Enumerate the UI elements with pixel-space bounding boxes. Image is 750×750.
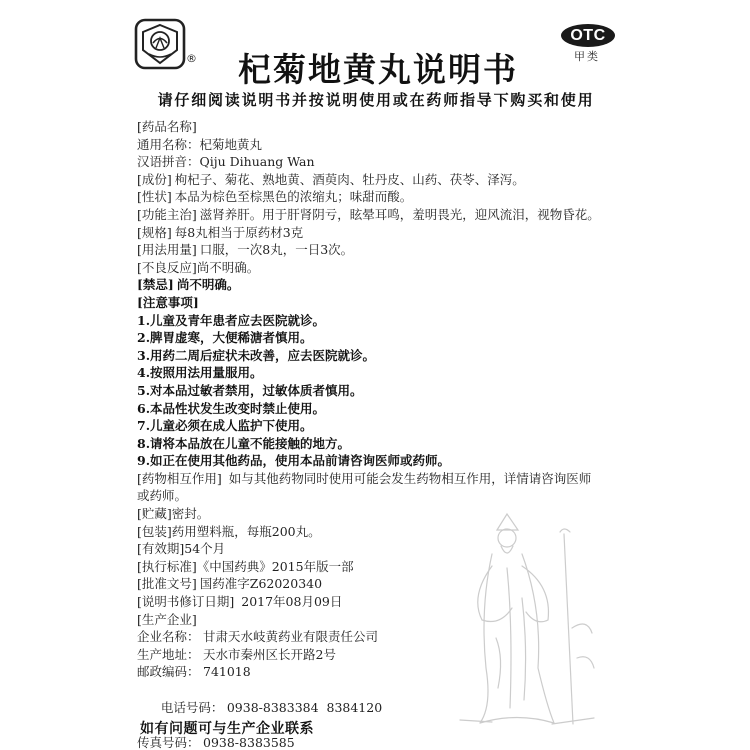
contact-footer-note: 如有问题可与生产企业联系	[140, 721, 314, 737]
ingredients-line	[137, 171, 613, 189]
adverse-reactions-line	[137, 259, 613, 277]
package-line	[137, 523, 613, 541]
section-value: 药用塑料瓶，每瓶200丸。	[171, 523, 321, 539]
precaution-item: 5.对本品过敏者禁用，过敏体质者慎用。	[137, 382, 363, 398]
standard-line	[137, 558, 613, 576]
revision-date-line	[137, 593, 613, 611]
section-value: 口服，一次8丸，一日3次。	[199, 242, 354, 258]
precaution-item: 9.如正在使用其他药品，使用本品前请咨询医师或药师。	[137, 453, 451, 469]
otc-badge: OTC	[561, 24, 615, 47]
field-label: 企业名称：	[137, 629, 200, 645]
precaution-item: 1.儿童及青年患者应去医院就诊。	[137, 312, 326, 328]
precaution-item: 8.请将本品放在儿童不能接触的地方。	[137, 435, 351, 451]
field-value: 甘肃天水岐黄药业有限责任公司	[203, 629, 379, 645]
section-label: [不良反应]	[137, 259, 197, 275]
section-label: [禁忌]	[137, 277, 174, 293]
section-label: [包装]	[137, 523, 172, 539]
precaution-item: 6.本品性状发生改变时禁止使用。	[137, 400, 326, 416]
manufacturer-name-line	[137, 628, 613, 646]
field-label: 通用名称：	[137, 136, 200, 152]
precaution-item: 3.用药二周后症状未改善，应去医院就诊。	[137, 347, 376, 363]
manufacturer-address-line	[137, 646, 613, 664]
section-value: 如与其他药物同时使用可能会发生药物相互作用，详情请咨询医师或药师。	[137, 470, 592, 504]
section-value: 每8丸相当于原药材3克	[174, 224, 304, 240]
field-label: 汉语拼音：	[137, 154, 200, 170]
field-label: 电话号码：	[160, 699, 224, 715]
description-line	[137, 188, 613, 206]
precaution-item: 7.儿童必须在成人监护下使用。	[137, 418, 313, 434]
page-subtitle: 请仔细阅读说明书并按说明使用或在药师指导下购买和使用	[157, 91, 595, 109]
field-value: 741018	[203, 664, 251, 680]
drug-name-heading	[137, 118, 613, 136]
field-value: 杞菊地黄丸	[199, 136, 263, 152]
section-value: 滋肾养肝。用于肝肾阴亏，眩晕耳鸣，羞明畏光，迎风流泪，视物昏花。	[199, 206, 600, 222]
precaution-item: 2.脾胃虚寒，大便稀溏者慎用。	[137, 330, 313, 346]
precaution-item: 4.按照用法用量服用。	[137, 365, 263, 381]
contraindications-line	[137, 276, 613, 294]
section-label: [注意事项]	[137, 294, 199, 310]
section-value: 《中国药典》2015年版一部	[196, 558, 354, 574]
specification-line	[137, 224, 613, 242]
section-label: [贮藏]	[137, 506, 172, 522]
common-name-line	[137, 136, 613, 154]
section-label: [规格]	[137, 224, 172, 240]
section-label: [功能主治]	[137, 206, 197, 222]
field-label: 邮政编码：	[137, 664, 200, 680]
section-label: [性状]	[137, 189, 172, 205]
registered-trademark-mark: ®	[186, 52, 197, 65]
dosage-line	[137, 241, 613, 259]
interactions-paragraph	[137, 470, 601, 505]
section-value: 密封。	[171, 506, 210, 522]
indications-line	[137, 206, 613, 224]
manufacturer-heading	[137, 611, 613, 629]
section-value: 2017年08月09日	[241, 594, 343, 610]
otc-class-label: 甲类	[574, 50, 600, 63]
section-label: [批准文号]	[137, 576, 197, 592]
field-label: 生产地址：	[137, 646, 200, 662]
section-value: 枸杞子、菊花、熟地黄、酒萸肉、牡丹皮、山药、茯苓、泽泻。	[174, 171, 525, 187]
section-value: 尚不明确。	[176, 277, 240, 293]
field-value: 0938-8383384 8384120	[226, 699, 383, 715]
pinyin-line	[137, 153, 613, 171]
field-label: 传真号码：	[137, 734, 200, 750]
section-label: [生产企业]	[137, 611, 197, 627]
section-value: 尚不明确。	[196, 259, 260, 275]
approval-number-line	[137, 575, 613, 593]
field-value: Qiju Dihuang Wan	[199, 154, 315, 170]
field-value: 0938-8383585	[203, 734, 295, 750]
manufacturer-postcode-line	[137, 663, 613, 681]
section-value: 国药准字Z62020340	[199, 576, 323, 592]
section-label: [有效期]	[137, 541, 185, 557]
section-label: [用法用量]	[137, 242, 197, 258]
section-label: [药物相互作用]	[137, 470, 222, 486]
section-label: [成份]	[137, 171, 172, 187]
precautions-heading	[137, 294, 613, 312]
section-label: [说明书修订日期]	[137, 594, 235, 610]
shelf-life-line	[137, 540, 613, 558]
section-value: 54个月	[184, 541, 226, 557]
storage-line	[137, 505, 613, 523]
section-value: 本品为棕色至棕黑色的浓缩丸；味甜而酸。	[174, 189, 413, 205]
field-value: 天水市秦州区长开路2号	[203, 646, 336, 662]
section-label: [执行标准]	[137, 558, 197, 574]
page-title: 杞菊地黄丸说明书	[238, 50, 518, 89]
section-label: [药品名称]	[137, 119, 197, 134]
leaflet-body	[137, 118, 613, 750]
